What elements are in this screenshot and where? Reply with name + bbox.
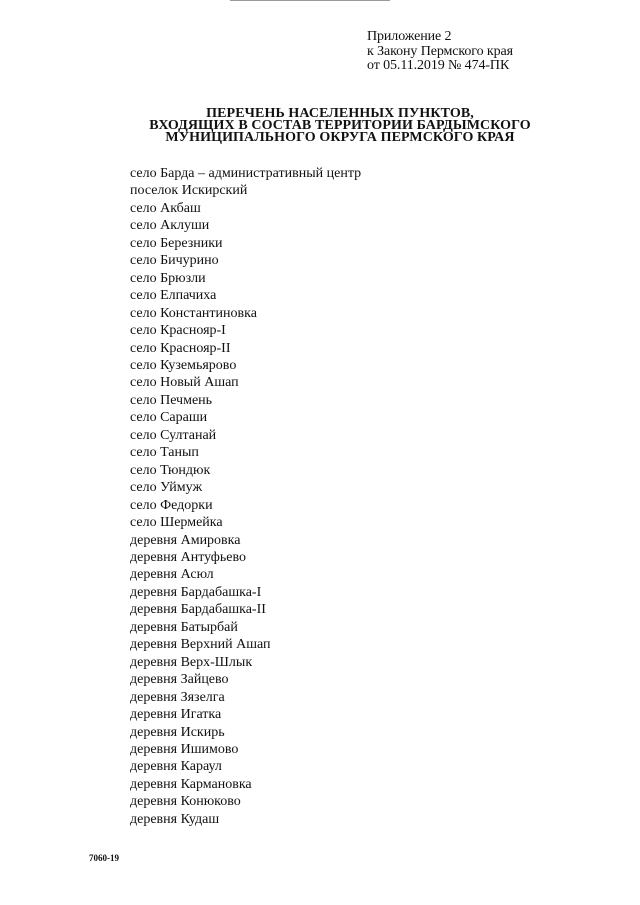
settlement-item: деревня Бардабашка-I [130, 584, 262, 600]
annex-header [367, 30, 513, 74]
settlement-item: деревня Кармановка [130, 776, 252, 792]
settlement-item: деревня Антуфьево [130, 549, 246, 565]
settlement-item: село Акбаш [130, 200, 201, 216]
settlement-item: деревня Искирь [130, 724, 225, 740]
page-top-edge [230, 0, 390, 1]
settlement-item: деревня Батырбай [130, 619, 238, 635]
settlement-item: село Бичурино [130, 253, 219, 269]
settlement-item: деревня Ишимово [130, 741, 239, 757]
settlement-item: деревня Зязелга [130, 689, 225, 705]
settlement-item: село Барда – административный центр [130, 166, 362, 181]
settlement-item: деревня Верх-Шлык [130, 654, 253, 670]
settlement-item: село Печмень [130, 392, 213, 408]
settlement-item: село Танып [130, 445, 199, 461]
settlement-item: село Елпачиха [130, 288, 217, 304]
settlement-item: деревня Амировка [130, 532, 241, 548]
settlement-item: село Тюндюк [130, 462, 211, 478]
settlement-item: село Федорки [130, 497, 213, 513]
settlement-item: село Аклуши [130, 218, 210, 234]
settlement-item: село Уймуж [130, 480, 203, 496]
settlement-item: село Краснояр-II [130, 340, 231, 356]
settlement-list [130, 165, 361, 828]
annex-law-reference: к Закону Пермского края [367, 43, 513, 59]
settlement-item: деревня Асюл [130, 567, 214, 583]
settlement-item: село Константиновка [130, 305, 257, 321]
settlement-item: село Новый Ашап [130, 375, 239, 391]
document-code: 7060-19 [89, 853, 119, 863]
document-title [120, 108, 560, 144]
settlement-item: село Султанай [130, 427, 217, 443]
title-line-2: ВХОДЯЩИХ В СОСТАВ ТЕРРИТОРИИ БАРДЫМСКОГО [149, 118, 531, 133]
settlement-item: деревня Бардабашка-II [130, 602, 266, 618]
settlement-item: село Шермейка [130, 515, 223, 531]
settlement-item: деревня Конюково [130, 794, 241, 810]
settlement-item: деревня Караул [130, 759, 222, 775]
settlement-item: деревня Кудаш [130, 811, 220, 827]
title-line-3: МУНИЦИПАЛЬНОГО ОКРУГА ПЕРМСКОГО КРАЯ [165, 130, 515, 145]
settlement-item: село Березники [130, 235, 223, 251]
settlement-item: поселок Искирский [130, 183, 248, 199]
title-line-1: ПЕРЕЧЕНЬ НАСЕЛЕННЫХ ПУНКТОВ, [206, 106, 474, 121]
annex-law-date: от 05.11.2019 № 474-ПК [367, 58, 510, 73]
settlement-item: село Куземьярово [130, 357, 237, 373]
settlement-item: село Сараши [130, 410, 208, 426]
settlement-item: село Краснояр-I [130, 323, 226, 339]
settlement-item: деревня Зайцево [130, 672, 229, 688]
settlement-item: деревня Верхний Ашап [130, 637, 271, 653]
settlement-item: село Брюзли [130, 270, 206, 286]
settlement-item: деревня Игатка [130, 707, 222, 723]
annex-number: Приложение 2 [367, 29, 452, 44]
